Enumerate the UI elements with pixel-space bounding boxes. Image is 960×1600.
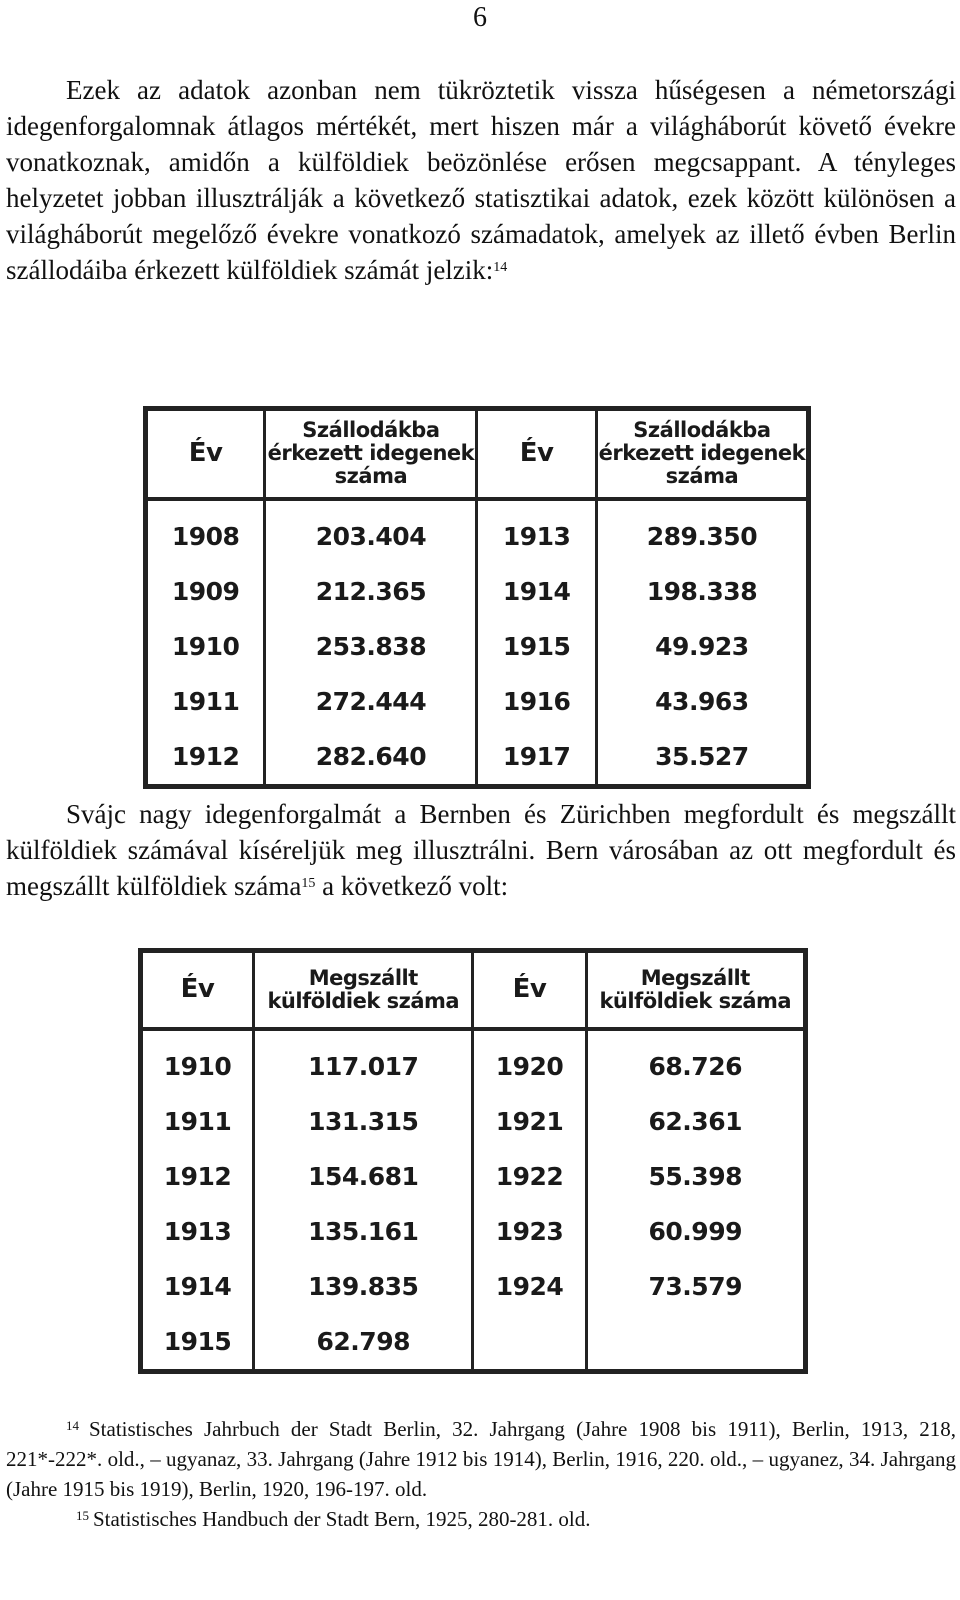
table-row [146, 619, 809, 674]
cell-value: 62.798 [254, 1314, 473, 1372]
table-row [141, 1149, 806, 1204]
table-row [141, 1259, 806, 1314]
cell-year: 1908 [146, 499, 265, 564]
cell-value: 282.640 [265, 729, 477, 787]
bern-foreign-guests-table [138, 948, 808, 1374]
berlin-hotel-arrivals-table [143, 406, 811, 789]
cell-value: 198.338 [596, 564, 808, 619]
header-year-left: Év [141, 951, 254, 1029]
cell-year: 1913 [477, 499, 596, 564]
footnote-text: Statistisches Handbuch der Stadt Bern, 1925, 280-281. old. [93, 1507, 591, 1531]
header-guests-left: Megszállt külföldiek száma [254, 951, 473, 1029]
cell-value: 117.017 [254, 1029, 473, 1094]
header-year-right: Év [477, 409, 596, 499]
cell-year: 1923 [473, 1204, 586, 1259]
cell-value: 289.350 [596, 499, 808, 564]
paragraph-text: Ezek az adatok azonban nem tükröztetik vissza hűségesen a németországi idegenforgalomnak átlagos mértékét, mert hiszen már a világháborút követő évekre vonatkoznak, amidőn a külföldiek beözönlése erősen megcsappant. A tényleges helyzetet jobban illusztrálják a következő statisztikai adatok, ezek között különösen a világháborút megelőző évekre vonatkozó számadatok, amelyek az illető évben Berlin szállodáiba érkezett külföldiek számát jelzik: [6, 75, 956, 285]
table-row [146, 499, 809, 564]
header-year-right: Év [473, 951, 586, 1029]
cell-year: 1915 [477, 619, 596, 674]
header-arrivals-right: Szállodákba érkezett idegenek száma [596, 409, 808, 499]
footnotes [6, 1414, 956, 1534]
paragraph-text: Svájc nagy idegenforgalmát a Bernben és Zürichben megfordult és megszállt külföldiek számával kíséreljük meg illusztrálni. Bern városában az ott megfordult és megszállt külföldiek száma [6, 799, 956, 901]
footnote-ref-15[interactable]: 15 [301, 876, 316, 891]
table-row [146, 564, 809, 619]
cell-year: 1917 [477, 729, 596, 787]
cell-value: 73.579 [586, 1259, 805, 1314]
cell-value: 154.681 [254, 1149, 473, 1204]
cell-year: 1914 [477, 564, 596, 619]
cell-value: 203.404 [265, 499, 477, 564]
cell-year: 1912 [141, 1149, 254, 1204]
footnote-text: Statistisches Jahrbuch der Stadt Berlin, 32. Jahrgang (Jahre 1908 bis 1911), Berlin, 1913, 218, 221*-222*. old., – ugyanaz, 33. Jahrgang (Jahre 1912 bis 1914), Berlin, 1916, 220. old., – ugyanez, 34. Jahrgang (Jahre 1915 bis 1919), Berlin, 1920, 196-197. old. [6, 1417, 956, 1501]
header-arrivals-left: Szállodákba érkezett idegenek száma [265, 409, 477, 499]
cell-year: 1913 [141, 1204, 254, 1259]
table-row [141, 1204, 806, 1259]
cell-year: 1911 [146, 674, 265, 729]
header-year-left: Év [146, 409, 265, 499]
cell-year: 1916 [477, 674, 596, 729]
paragraph-berlin-intro [6, 72, 956, 288]
cell-value: 272.444 [265, 674, 477, 729]
cell-year: 1915 [141, 1314, 254, 1372]
cell-value: 253.838 [265, 619, 477, 674]
cell-year: 1920 [473, 1029, 586, 1094]
cell-value: 60.999 [586, 1204, 805, 1259]
table-row [146, 729, 809, 787]
cell-value: 49.923 [596, 619, 808, 674]
cell-year: 1924 [473, 1259, 586, 1314]
cell-value: 62.361 [586, 1094, 805, 1149]
cell-year: 1921 [473, 1094, 586, 1149]
cell-value [586, 1314, 805, 1372]
cell-value: 55.398 [586, 1149, 805, 1204]
cell-year: 1914 [141, 1259, 254, 1314]
table-row [146, 674, 809, 729]
table-row [141, 1029, 806, 1094]
cell-value: 43.963 [596, 674, 808, 729]
footnote-number: 15 [76, 1508, 89, 1523]
cell-year: 1922 [473, 1149, 586, 1204]
cell-value: 212.365 [265, 564, 477, 619]
page-number: 6 [473, 2, 487, 33]
cell-year [473, 1314, 586, 1372]
cell-value: 139.835 [254, 1259, 473, 1314]
table-row [141, 1094, 806, 1149]
paragraph-text-end: a következő volt: [315, 871, 509, 901]
cell-value: 131.315 [254, 1094, 473, 1149]
header-guests-right: Megszállt külföldiek száma [586, 951, 805, 1029]
footnote-15 [6, 1504, 956, 1534]
footnote-ref-14[interactable]: 14 [493, 260, 508, 275]
cell-value: 135.161 [254, 1204, 473, 1259]
cell-value: 68.726 [586, 1029, 805, 1094]
cell-year: 1910 [141, 1029, 254, 1094]
paragraph-switzerland-intro [6, 796, 956, 904]
footnote-14 [6, 1414, 956, 1504]
footnote-number: 14 [66, 1418, 79, 1433]
table-row [141, 1314, 806, 1372]
cell-year: 1909 [146, 564, 265, 619]
cell-value: 35.527 [596, 729, 808, 787]
cell-year: 1911 [141, 1094, 254, 1149]
cell-year: 1910 [146, 619, 265, 674]
cell-year: 1912 [146, 729, 265, 787]
